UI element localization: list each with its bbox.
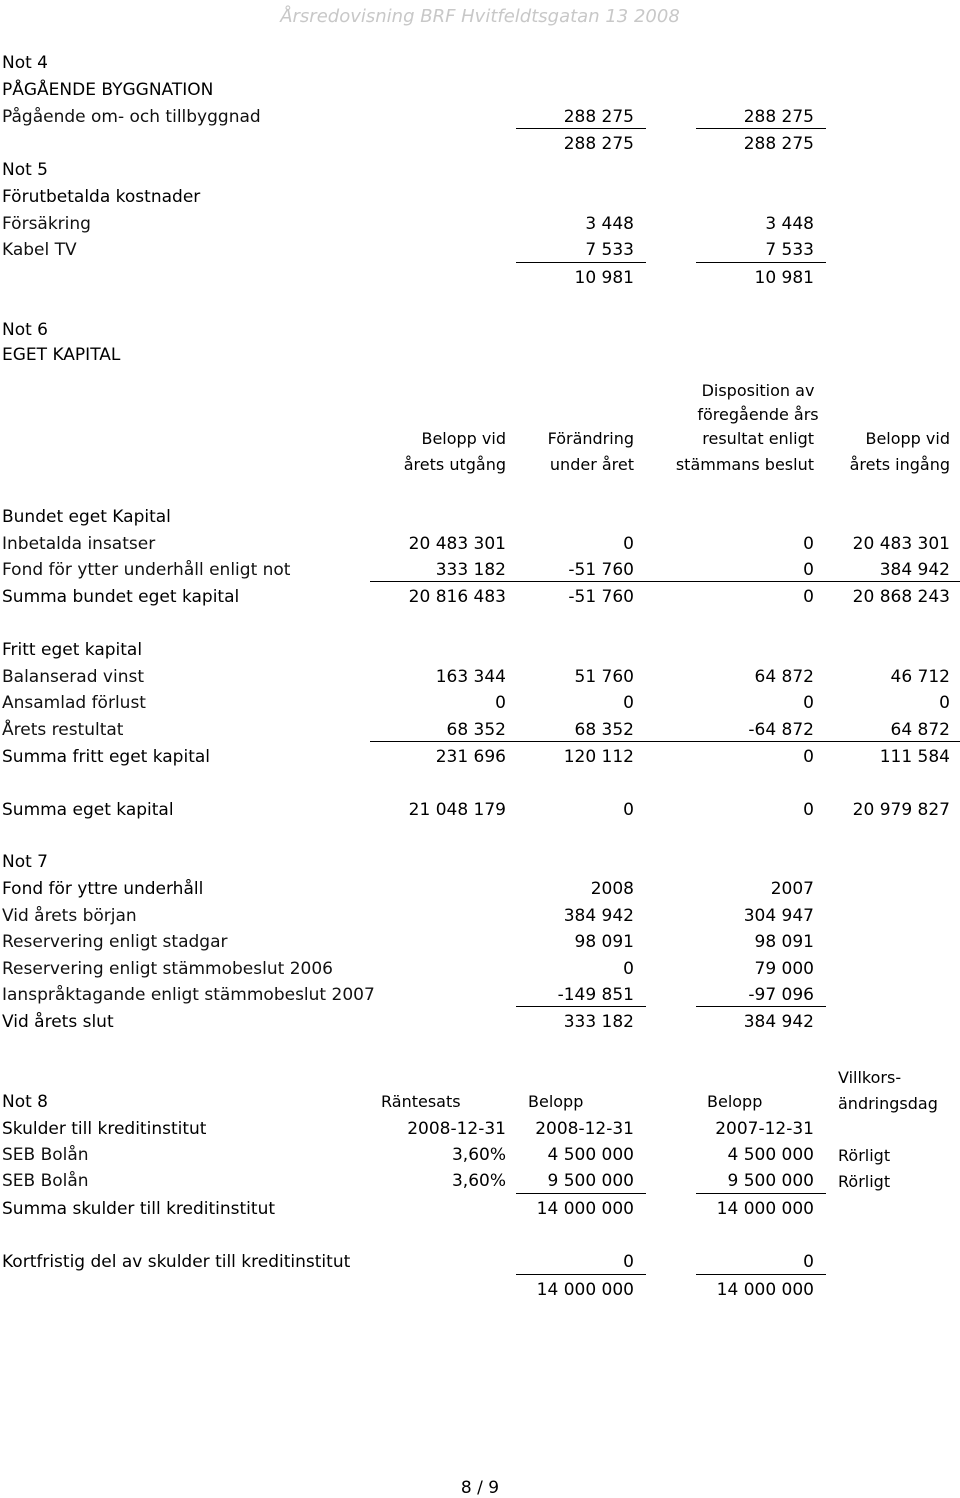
bundet-sum-label: Summa bundet eget kapital xyxy=(2,587,240,607)
table-cell: 98 091 xyxy=(574,932,634,952)
note8-sum-label: Summa skulder till kreditinstitut xyxy=(2,1199,276,1219)
table-cell: 3,60% xyxy=(451,1171,506,1191)
table-cell: -64 872 xyxy=(748,720,814,740)
note8-short-1: 0 xyxy=(623,1252,634,1272)
note5-row-value-2: 7 533 xyxy=(765,240,814,260)
note8-date-1: 2008-12-31 xyxy=(535,1119,634,1139)
note8-date-2: 2007-12-31 xyxy=(715,1119,814,1139)
note8-title: Skulder till kreditinstitut xyxy=(2,1119,207,1139)
table-cell: 0 xyxy=(803,587,814,607)
bundet-underline xyxy=(370,581,960,582)
table-cell: 3,60% xyxy=(451,1145,506,1165)
table-cell: Rörligt xyxy=(838,1146,891,1165)
fritt-underline xyxy=(370,741,960,742)
table-cell: 68 352 xyxy=(574,720,634,740)
note5-number: Not 5 xyxy=(2,160,49,180)
table-cell: -149 851 xyxy=(557,985,634,1005)
note4-underline-2 xyxy=(696,128,826,129)
note7-number: Not 7 xyxy=(2,852,49,872)
note5-underline-1 xyxy=(516,262,646,263)
table-row-label: Balanserad vinst xyxy=(2,667,144,687)
note7-year-2: 2007 xyxy=(770,879,814,899)
note4-row-label: Pågående om- och tillbyggnad xyxy=(2,107,261,127)
note5-total-2: 10 981 xyxy=(754,268,814,288)
note6-header-c4-line2: årets ingång xyxy=(849,455,950,474)
table-cell: 0 xyxy=(623,959,634,979)
table-row-label: Ianspråktagande enligt stämmobeslut 2007 xyxy=(2,985,375,1005)
note8-grand-1: 14 000 000 xyxy=(536,1280,634,1300)
table-cell: 21 048 179 xyxy=(408,800,506,820)
table-cell: 79 000 xyxy=(754,959,814,979)
note4-total-2: 288 275 xyxy=(743,134,814,154)
table-row-label: Reservering enligt stadgar xyxy=(2,932,228,952)
note6-header-c3-line4: stämmans beslut xyxy=(675,455,814,474)
table-cell: 98 091 xyxy=(754,932,814,952)
note6-number: Not 6 xyxy=(2,320,49,340)
note4-underline-1 xyxy=(516,128,646,129)
note6-title: EGET KAPITAL xyxy=(2,345,121,365)
note8-number: Not 8 xyxy=(2,1092,49,1112)
table-cell: 20 483 301 xyxy=(852,534,950,554)
note7-year-1: 2008 xyxy=(590,879,634,899)
note7-total-1: 333 182 xyxy=(563,1012,634,1032)
table-cell: 51 760 xyxy=(574,667,634,687)
table-cell: 0 xyxy=(803,534,814,554)
table-row-label: Inbetalda insatser xyxy=(2,534,156,554)
note4-total-1: 288 275 xyxy=(563,134,634,154)
table-cell: 0 xyxy=(803,693,814,713)
fritt-sum-label: Summa fritt eget kapital xyxy=(2,747,211,767)
table-row-label: Vid årets början xyxy=(2,906,137,926)
table-cell: 0 xyxy=(803,560,814,580)
equity-total-label: Summa eget kapital xyxy=(2,800,174,820)
note8-header-change-line1: Villkors- xyxy=(838,1068,902,1087)
note5-total-1: 10 981 xyxy=(574,268,634,288)
table-cell: 120 112 xyxy=(563,747,634,767)
note8-short-2: 0 xyxy=(803,1252,814,1272)
table-cell: 20 979 827 xyxy=(852,800,950,820)
note6-header-c3-line1: Disposition av xyxy=(701,381,815,400)
note8-underline-4 xyxy=(696,1274,826,1275)
table-cell: -97 096 xyxy=(748,985,814,1005)
table-cell: 0 xyxy=(939,693,950,713)
table-row-label: Fond för ytter underhåll enligt not xyxy=(2,560,291,580)
note5-title: Förutbetalda kostnader xyxy=(2,187,201,207)
note7-total-label: Vid årets slut xyxy=(2,1012,114,1032)
note8-sum-1: 14 000 000 xyxy=(536,1199,634,1219)
table-cell: 20 816 483 xyxy=(408,587,506,607)
note8-short-label: Kortfristig del av skulder till kreditinstitut xyxy=(2,1252,351,1272)
table-cell: 4 500 000 xyxy=(727,1145,814,1165)
note8-underline-2 xyxy=(696,1193,826,1194)
note6-header-c3-line2: föregående års xyxy=(697,405,819,424)
table-cell: 231 696 xyxy=(435,747,506,767)
table-cell: Rörligt xyxy=(838,1172,891,1191)
table-row-label: Ansamlad förlust xyxy=(2,693,146,713)
table-cell: 68 352 xyxy=(446,720,506,740)
table-cell: 0 xyxy=(803,747,814,767)
running-header: Årsredovisning BRF Hvitfeldtsgatan 13 2008 xyxy=(280,6,680,27)
page-number: 8 / 9 xyxy=(460,1478,500,1498)
note5-row-label: Försäkring xyxy=(2,214,91,234)
note5-row-label: Kabel TV xyxy=(2,240,77,260)
table-row-label: Reservering enligt stämmobeslut 2006 xyxy=(2,959,333,979)
note6-header-c2-line1: Förändring xyxy=(547,429,634,448)
note6-header-c1-line1: Belopp vid xyxy=(421,429,506,448)
table-row-label: Årets restultat xyxy=(2,720,124,740)
fritt-heading: Fritt eget kapital xyxy=(2,640,143,660)
table-cell: 333 182 xyxy=(435,560,506,580)
table-cell: 0 xyxy=(623,693,634,713)
note6-header-c3-line3: resultat enligt xyxy=(702,429,814,448)
table-cell: -51 760 xyxy=(568,560,634,580)
note5-row-value-1: 7 533 xyxy=(585,240,634,260)
table-cell: 20 483 301 xyxy=(408,534,506,554)
note4-number: Not 4 xyxy=(2,53,49,73)
note5-row-value-2: 3 448 xyxy=(765,214,814,234)
table-cell: 64 872 xyxy=(890,720,950,740)
table-cell: 304 947 xyxy=(743,906,814,926)
note8-sum-2: 14 000 000 xyxy=(716,1199,814,1219)
note4-title: PÅGÅENDE BYGGNATION xyxy=(2,80,214,100)
note6-header-c4-line1: Belopp vid xyxy=(865,429,950,448)
table-cell: 20 868 243 xyxy=(852,587,950,607)
table-cell: 9 500 000 xyxy=(547,1171,634,1191)
table-row-label: SEB Bolån xyxy=(2,1145,89,1165)
table-cell: 0 xyxy=(623,800,634,820)
table-cell: 4 500 000 xyxy=(547,1145,634,1165)
table-cell: 163 344 xyxy=(435,667,506,687)
note6-header-c1-line2: årets utgång xyxy=(403,455,506,474)
note7-title: Fond för yttre underhåll xyxy=(2,879,204,899)
note5-underline-2 xyxy=(696,262,826,263)
table-cell: 0 xyxy=(803,800,814,820)
table-cell: 0 xyxy=(495,693,506,713)
note8-header-change-line2: ändringsdag xyxy=(838,1094,938,1113)
note8-grand-2: 14 000 000 xyxy=(716,1280,814,1300)
note7-total-2: 384 942 xyxy=(743,1012,814,1032)
table-cell: -51 760 xyxy=(568,587,634,607)
table-cell: 384 942 xyxy=(879,560,950,580)
note8-header-rate: Räntesats xyxy=(381,1092,461,1111)
table-cell: 111 584 xyxy=(879,747,950,767)
note7-underline-2 xyxy=(696,1006,826,1007)
note8-header-amount-2: Belopp xyxy=(707,1092,763,1111)
table-cell: 64 872 xyxy=(754,667,814,687)
table-cell: 46 712 xyxy=(890,667,950,687)
note4-row-value-2: 288 275 xyxy=(743,107,814,127)
table-cell: 0 xyxy=(623,534,634,554)
note8-underline-3 xyxy=(516,1274,646,1275)
note7-underline-1 xyxy=(516,1006,646,1007)
note8-underline-1 xyxy=(516,1193,646,1194)
note4-row-value-1: 288 275 xyxy=(563,107,634,127)
table-cell: 384 942 xyxy=(563,906,634,926)
note6-header-c2-line2: under året xyxy=(549,455,634,474)
bundet-heading: Bundet eget Kapital xyxy=(2,507,171,527)
note8-date-rate: 2008-12-31 xyxy=(407,1119,506,1139)
table-row-label: SEB Bolån xyxy=(2,1171,89,1191)
note8-header-amount-1: Belopp xyxy=(528,1092,584,1111)
table-cell: 9 500 000 xyxy=(727,1171,814,1191)
note5-row-value-1: 3 448 xyxy=(585,214,634,234)
